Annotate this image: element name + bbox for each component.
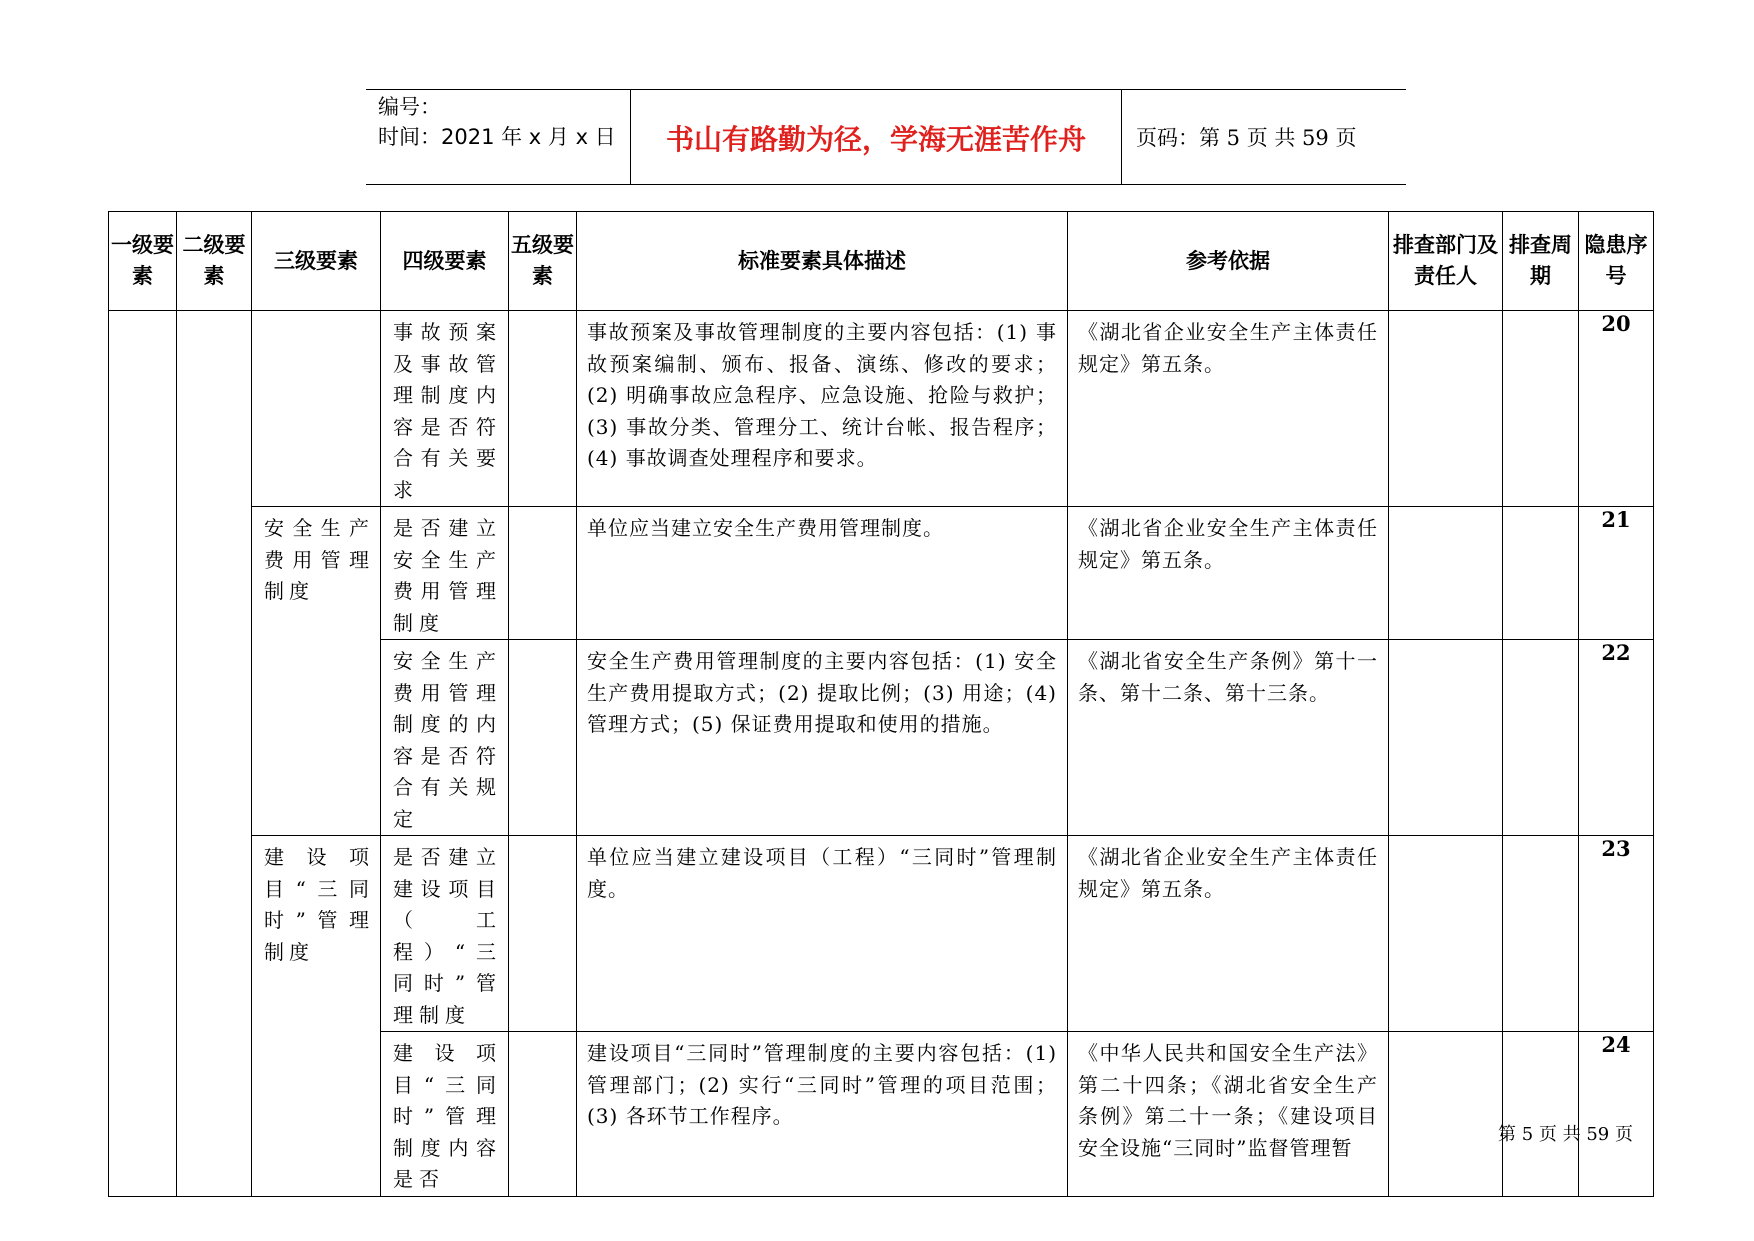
col-header: 排查部门及责任人 bbox=[1389, 212, 1503, 311]
hazard-number: 21 bbox=[1579, 507, 1654, 640]
basis-cell: 《湖北省企业安全生产主体责任规定》第五条。 bbox=[1068, 311, 1389, 507]
page-footer: 第 5 页 共 59 页 bbox=[1498, 1124, 1633, 1145]
cycle-cell bbox=[1503, 640, 1579, 836]
header-row bbox=[109, 212, 1654, 311]
description-cell: 单位应当建立安全生产费用管理制度。 bbox=[577, 507, 1068, 640]
hazard-number: 20 bbox=[1579, 311, 1654, 507]
basis-cell: 《湖北省企业安全生产主体责任规定》第五条。 bbox=[1068, 836, 1389, 1032]
level5-cell bbox=[509, 1032, 577, 1197]
level3-cell bbox=[252, 311, 381, 507]
time-label: 时间：2021 年 x 月 x 日 bbox=[378, 125, 616, 149]
number-label: 编号： bbox=[378, 95, 441, 119]
header-divider bbox=[1121, 90, 1122, 184]
header-meta bbox=[378, 92, 616, 152]
hazard-number: 23 bbox=[1579, 836, 1654, 1032]
basis-cell: 《湖北省企业安全生产主体责任规定》第五条。 bbox=[1068, 507, 1389, 640]
dept-cell bbox=[1389, 640, 1503, 836]
motto: 书山有路勤为径，学海无涯苦作舟 bbox=[665, 123, 1086, 156]
level2-cell bbox=[177, 311, 252, 1197]
dept-cell bbox=[1389, 507, 1503, 640]
col-header: 四级要素 bbox=[381, 212, 509, 311]
hazard-number: 24 bbox=[1579, 1032, 1654, 1197]
document-header bbox=[366, 89, 1406, 185]
cycle-cell bbox=[1503, 311, 1579, 507]
level5-cell bbox=[509, 640, 577, 836]
col-header: 隐患序号 bbox=[1579, 212, 1654, 311]
level4-cell: 是否建立安全生产费用管理制度 bbox=[381, 507, 509, 640]
level5-cell bbox=[509, 836, 577, 1032]
cycle-cell bbox=[1503, 507, 1579, 640]
page-label: 页码：第 5 页 共 59 页 bbox=[1136, 126, 1357, 150]
basis-cell: 《中华人民共和国安全生产法》第二十四条；《湖北省安全生产条例》第二十一条；《建设项目安全设施“三同时”监督管理暂 bbox=[1068, 1032, 1389, 1197]
description-cell: 建设项目“三同时”管理制度的主要内容包括：(1) 管理部门；(2) 实行“三同时”管理的项目范围；(3) 各环节工作程序。 bbox=[577, 1032, 1068, 1197]
dept-cell bbox=[1389, 1032, 1503, 1197]
col-header: 五级要素 bbox=[509, 212, 577, 311]
basis-cell: 《湖北省安全生产条例》第十一条、第十二条、第十三条。 bbox=[1068, 640, 1389, 836]
col-header: 参考依据 bbox=[1068, 212, 1389, 311]
col-header: 三级要素 bbox=[252, 212, 381, 311]
table-row bbox=[109, 507, 1654, 640]
level4-cell: 安全生产费用管理制度的内容是否符合有关规定 bbox=[381, 640, 509, 836]
level5-cell bbox=[509, 311, 577, 507]
table-row bbox=[109, 311, 1654, 507]
hazard-number: 22 bbox=[1579, 640, 1654, 836]
level3-cell: 建设项目“三同时”管理制度 bbox=[252, 836, 381, 1197]
description-cell: 安全生产费用管理制度的主要内容包括：(1) 安全生产费用提取方式；(2) 提取比例；(3) 用途；(4) 管理方式；(5) 保证费用提取和使用的措施。 bbox=[577, 640, 1068, 836]
level5-cell bbox=[509, 507, 577, 640]
dept-cell bbox=[1389, 836, 1503, 1032]
level4-cell: 事故预案及事故管理制度内容是否符合有关要求 bbox=[381, 311, 509, 507]
description-cell: 事故预案及事故管理制度的主要内容包括：(1) 事故预案编制、颁布、报备、演练、修改的要求；(2) 明确事故应急程序、应急设施、抢险与救护；(3) 事故分类、管理分工、统计台帐、报告程序；(4) 事故调查处理程序和要求。 bbox=[577, 311, 1068, 507]
dept-cell bbox=[1389, 311, 1503, 507]
col-header: 标准要素具体描述 bbox=[577, 212, 1068, 311]
col-header: 一级要素 bbox=[109, 212, 177, 311]
level3-cell: 安全生产费用管理制度 bbox=[252, 507, 381, 836]
level1-cell bbox=[109, 311, 177, 1197]
col-header: 排查周期 bbox=[1503, 212, 1579, 311]
description-cell: 单位应当建立建设项目（工程）“三同时”管理制度。 bbox=[577, 836, 1068, 1032]
level4-cell: 是否建立建设项目（工程）“三同时”管理制度 bbox=[381, 836, 509, 1032]
cycle-cell bbox=[1503, 836, 1579, 1032]
level4-cell: 建设项目“三同时”管理制度内容是否 bbox=[381, 1032, 509, 1197]
col-header: 二级要素 bbox=[177, 212, 252, 311]
cycle-cell bbox=[1503, 1032, 1579, 1197]
table-row bbox=[109, 836, 1654, 1032]
inspection-table bbox=[108, 211, 1654, 1197]
